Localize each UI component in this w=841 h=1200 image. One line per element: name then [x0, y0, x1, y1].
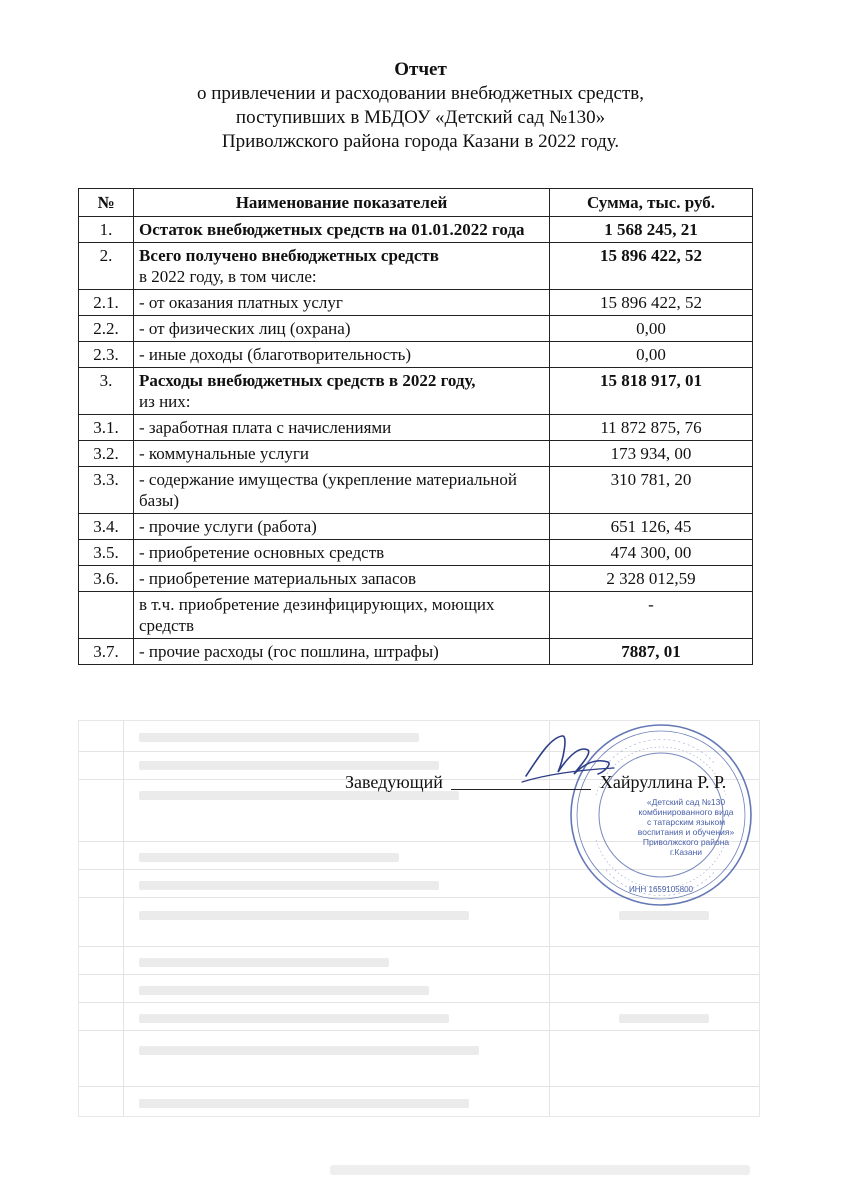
row-sum: 0,00 — [550, 342, 753, 368]
row-number: 3.7. — [79, 639, 134, 665]
stamp-line: г.Казани — [669, 847, 703, 857]
row-number: 2.2. — [79, 316, 134, 342]
title-line-2: о привлечении и расходовании внебюджетных средств, — [196, 83, 644, 104]
table-header-row — [79, 189, 753, 217]
table-row — [79, 368, 753, 415]
signature-line — [451, 789, 591, 790]
report-title — [0, 58, 841, 154]
table-row — [79, 290, 753, 316]
row-number: 3.1. — [79, 415, 134, 441]
table-row — [79, 467, 753, 514]
stamp-line: «Детский сад №130 — [646, 797, 726, 807]
row-number — [79, 592, 134, 639]
row-sum: 15 896 422, 52 — [550, 243, 753, 290]
table-row — [79, 243, 753, 290]
row-name: - от оказания платных услуг — [134, 290, 550, 316]
row-sum: 310 781, 20 — [550, 467, 753, 514]
row-number: 2. — [79, 243, 134, 290]
row-name: Расходы внебюджетных средств в 2022 году, — [139, 371, 476, 390]
show-through-footer — [330, 1165, 750, 1175]
row-name: - приобретение основных средств — [134, 540, 550, 566]
stamp-line: с татарским языком — [646, 817, 726, 827]
row-sum: 7887, 01 — [550, 639, 753, 665]
row-sum: 173 934, 00 — [550, 441, 753, 467]
table-row — [79, 540, 753, 566]
table-row — [79, 514, 753, 540]
title-line-1: Отчет — [394, 59, 447, 80]
title-line-4: Приволжского района города Казани в 2022 году. — [221, 131, 620, 152]
title-line-3: поступивших в МБДОУ «Детский сад №130» — [235, 107, 606, 128]
row-name: - заработная плата с начислениями — [134, 415, 550, 441]
stamp-line: воспитания и обучения» — [637, 827, 735, 837]
row-sum: 15 896 422, 52 — [550, 290, 753, 316]
signature-block — [345, 772, 726, 793]
stamp-line: комбинированного вида — [638, 807, 734, 817]
table-row — [79, 217, 753, 243]
row-name: - коммунальные услуги — [134, 441, 550, 467]
row-name: в т.ч. приобретение дезинфицирующих, моющих средств — [134, 592, 550, 639]
row-number: 3.6. — [79, 566, 134, 592]
signer-position: Заведующий — [345, 772, 443, 792]
row-number: 3.2. — [79, 441, 134, 467]
table-row — [79, 639, 753, 665]
header-number: № — [79, 189, 134, 217]
header-sum: Сумма, тыс. руб. — [550, 189, 753, 217]
row-number: 3.5. — [79, 540, 134, 566]
row-sum: 11 872 875, 76 — [550, 415, 753, 441]
row-name: - от физических лиц (охрана) — [134, 316, 550, 342]
row-name: - содержание имущества (укрепление материальной базы) — [134, 467, 550, 514]
stamp-text — [621, 797, 751, 857]
row-name-continuation: из них: — [139, 392, 191, 411]
report-table — [78, 188, 753, 665]
row-sum: 0,00 — [550, 316, 753, 342]
stamp-inn: ИНН 1659105800 — [628, 885, 694, 894]
row-number: 2.1. — [79, 290, 134, 316]
row-name-continuation: в 2022 году, в том числе: — [139, 267, 317, 286]
table-row — [79, 415, 753, 441]
row-name: Всего получено внебюджетных средств — [139, 246, 439, 265]
row-sum: 2 328 012,59 — [550, 566, 753, 592]
table-row — [79, 566, 753, 592]
table-row — [79, 592, 753, 639]
row-name-cell — [134, 243, 550, 290]
row-sum: - — [550, 592, 753, 639]
stamp-line: Приволжского района — [642, 837, 730, 847]
row-name: - прочие услуги (работа) — [134, 514, 550, 540]
header-indicator-name: Наименование показателей — [134, 189, 550, 217]
row-number: 1. — [79, 217, 134, 243]
table-row — [79, 316, 753, 342]
row-name: - прочие расходы (гос пошлина, штрафы) — [134, 639, 550, 665]
row-sum: 15 818 917, 01 — [550, 368, 753, 415]
row-name: - приобретение материальных запасов — [134, 566, 550, 592]
row-sum: 474 300, 00 — [550, 540, 753, 566]
row-name-cell — [134, 368, 550, 415]
row-number: 2.3. — [79, 342, 134, 368]
row-number: 3.4. — [79, 514, 134, 540]
row-sum: 651 126, 45 — [550, 514, 753, 540]
table-row — [79, 342, 753, 368]
signer-name: Хайруллина Р. Р. — [599, 772, 727, 792]
row-number: 3.3. — [79, 467, 134, 514]
table-row — [79, 441, 753, 467]
row-sum: 1 568 245, 21 — [550, 217, 753, 243]
row-name: Остаток внебюджетных средств на 01.01.2022 года — [134, 217, 550, 243]
row-number: 3. — [79, 368, 134, 415]
row-name: - иные доходы (благотворительность) — [134, 342, 550, 368]
